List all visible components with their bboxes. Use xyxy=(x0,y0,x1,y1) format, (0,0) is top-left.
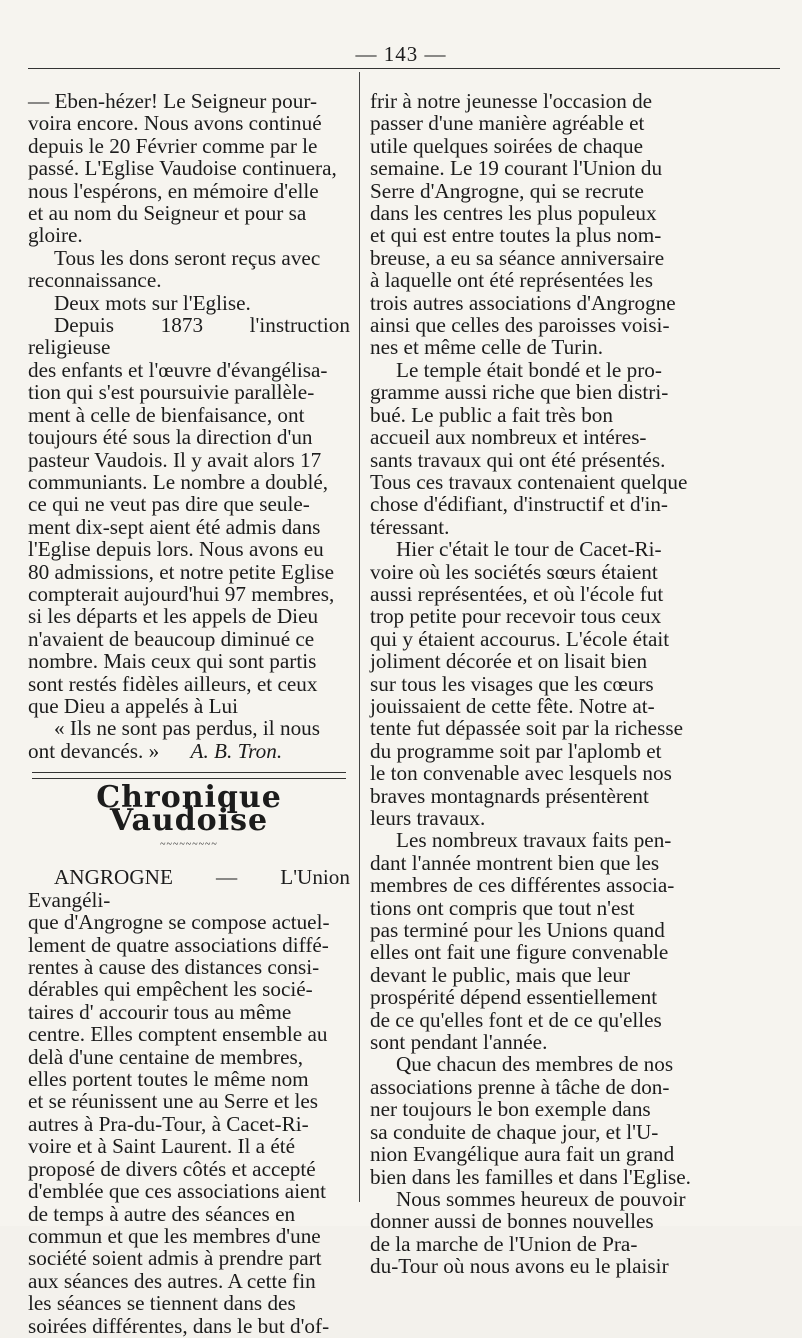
subheading: Deux mots sur l'Eglise. xyxy=(54,290,251,315)
text-line: rentes à cause des distances consi- xyxy=(28,955,320,980)
text-line: compterait aujourd'hui 97 membres, xyxy=(28,581,335,606)
text-line: voire et à Saint Laurent. Il a été xyxy=(28,1134,296,1159)
text-line: sur tous les visages que les cœurs xyxy=(370,671,654,696)
text-line: tente fut dépassée soit par la richesse xyxy=(370,716,683,741)
text-line: breuse, a eu sa séance anniversaire xyxy=(370,245,665,270)
text-line: passer d'une manière agréable et xyxy=(370,111,645,136)
text-line: elles portent toutes le même nom xyxy=(28,1067,309,1092)
text-line: Nous sommes heureux de pouvoir xyxy=(396,1186,686,1211)
text-line: Depuis 1873 l'instruction religieuse xyxy=(28,313,350,360)
section-divider xyxy=(32,772,346,779)
text-line: Serre d'Angrogne, qui se recrute xyxy=(370,178,644,203)
right-column xyxy=(370,90,698,1278)
text-line: de ce qu'elles font et de ce qu'elles xyxy=(370,1007,662,1032)
column-divider xyxy=(359,72,360,1202)
text-line: dérables qui empêchent les socié- xyxy=(28,977,313,1002)
article-paragraph xyxy=(370,1053,698,1187)
text-line: du-Tour où nous avons eu le plaisir xyxy=(370,1254,669,1279)
text-line: chose d'édifiant, d'instructif et d'in- xyxy=(370,492,668,517)
text-line: nes et même celle de Turin. xyxy=(370,335,604,360)
text-line: de la marche de l'Union de Pra- xyxy=(370,1231,638,1256)
text-line: elles ont fait une figure convenable xyxy=(370,940,669,965)
header-rule xyxy=(28,68,780,69)
text-line: téressant. xyxy=(370,514,450,539)
text-line: l'Eglise depuis lors. Nous avons eu xyxy=(28,537,324,562)
text-line: le ton convenable avec lesquels nos xyxy=(370,761,672,786)
text-line: taires d' accourir tous au même xyxy=(28,999,292,1024)
text-line: dant l'année montrent bien que les xyxy=(370,850,660,875)
text-line: passé. L'Eglise Vaudoise continuera, xyxy=(28,156,337,181)
text-line: communiants. Le nombre a doublé, xyxy=(28,469,329,494)
text-line: sont restés fidèles ailleurs, et ceux xyxy=(28,671,318,696)
text-line: prospérité dépend essentiellement xyxy=(370,985,658,1010)
text-line: depuis le 20 Février comme par le xyxy=(28,133,318,158)
text-line: sants travaux qui ont été présentés. xyxy=(370,447,666,472)
text-line: à laquelle ont été représentées les xyxy=(370,268,653,293)
text-line: du programme soit par l'aplomb et xyxy=(370,738,662,763)
article-paragraph xyxy=(370,359,698,538)
text-line: si les départs et les appels de Dieu xyxy=(28,604,319,629)
text-line: ont devancés. » xyxy=(28,738,160,763)
text-line: proposé de divers côtés et accepté xyxy=(28,1156,316,1181)
text-line: membres de ces différentes associa- xyxy=(370,873,675,898)
text-line: Tous ces travaux contenaient quelque xyxy=(370,469,688,494)
text-line: 80 admissions, et notre petite Eglise xyxy=(28,559,334,584)
quote-paragraph xyxy=(28,717,350,762)
text-line: n'avaient de beaucoup diminué ce xyxy=(28,626,315,651)
text-line: bien dans les familles et dans l'Eglise. xyxy=(370,1164,691,1189)
page-number: — 143 — xyxy=(355,42,447,66)
text-line: — Eben-hézer! Le Seigneur pour- xyxy=(28,89,318,113)
text-line: commun et que les membres d'une xyxy=(28,1223,321,1248)
text-line: accueil aux nombreux et intéres- xyxy=(370,425,647,450)
article-paragraph xyxy=(370,1188,698,1278)
text-line: soirées différentes, dans le but d'of- xyxy=(28,1313,330,1338)
text-line: les séances se tiennent dans des xyxy=(28,1291,296,1316)
text-line: donner aussi de bonnes nouvelles xyxy=(370,1209,654,1234)
text-line: gramme aussi riche que bien distri- xyxy=(370,380,669,405)
text-line: des enfants et l'œuvre d'évangélisa- xyxy=(28,357,328,382)
article-paragraph xyxy=(28,90,350,247)
text-line: jouissaient de cette fête. Notre at- xyxy=(370,693,655,718)
text-line: Tous les dons seront reçus avec xyxy=(54,245,321,270)
text-line: lement de quatre associations diffé- xyxy=(28,932,329,957)
text-line: Hier c'était le tour de Cacet-Ri- xyxy=(396,537,662,562)
text-line: braves montagnards présentèrent xyxy=(370,783,649,808)
text-line: leurs travaux. xyxy=(370,806,486,830)
text-line: ner toujours le bon exemple dans xyxy=(370,1097,651,1122)
text-line: et au nom du Seigneur et pour sa xyxy=(28,201,307,226)
text-line: Les nombreux travaux faits pen- xyxy=(396,828,672,853)
text-line: de temps à autre des séances en xyxy=(28,1201,296,1226)
text-line: ainsi que celles des paroisses voisi- xyxy=(370,313,670,338)
text-line: trois autres associations d'Angrogne xyxy=(370,290,676,315)
text-line: ANGROGNE — L'Union Evangéli- xyxy=(28,865,350,912)
text-line: delà d'une centaine de membres, xyxy=(28,1044,304,1069)
text-line: tions ont compris que tout n'est xyxy=(370,895,635,920)
text-line: joliment décorée et on lisait bien xyxy=(370,649,648,674)
article-paragraph xyxy=(28,247,350,292)
text-line: Que chacun des membres de nos xyxy=(396,1052,674,1077)
section-title: Chronique Vaudoise xyxy=(96,780,282,838)
text-line: que d'Angrogne se compose actuel- xyxy=(28,910,330,935)
text-line: voira encore. Nous avons continué xyxy=(28,111,322,136)
text-line: bué. Le public a fait très bon xyxy=(370,402,613,427)
text-line: associations prenne à tâche de don- xyxy=(370,1074,670,1099)
text-line: nous l'espérons, en mémoire d'elle xyxy=(28,178,319,203)
text-line: ment dix-sept aient été admis dans xyxy=(28,514,321,539)
text-line: ment à celle de bienfaisance, ont xyxy=(28,402,305,427)
text-line: et se réunissent une au Serre et les xyxy=(28,1089,319,1114)
text-line: utile quelques soirées de chaque xyxy=(370,133,643,158)
ornament: ~~~~~~~~~ xyxy=(160,839,218,850)
signature: A. B. Tron. xyxy=(190,738,283,763)
article-paragraph xyxy=(28,866,350,1337)
text-line: ce qui ne veut pas dire que seule- xyxy=(28,492,310,517)
text-line: sa conduite de chaque jour, et l'U- xyxy=(370,1119,659,1144)
article-paragraph xyxy=(370,829,698,1053)
text-line: trop petite pour recevoir tous ceux xyxy=(370,604,662,629)
text-line: autres à Pra-du-Tour, à Cacet-Ri- xyxy=(28,1111,309,1136)
text-line: nombre. Mais ceux qui sont partis xyxy=(28,649,317,674)
text-line: aussi représentées, et où l'école fut xyxy=(370,581,664,606)
text-line: centre. Elles comptent ensemble au xyxy=(28,1022,328,1047)
text-line: société soient admis à prendre part xyxy=(28,1246,322,1271)
text-line: reconnaissance. xyxy=(28,268,162,293)
text-line: « Ils ne sont pas perdus, il nous xyxy=(54,716,321,741)
text-line: toujours été sous la direction d'un xyxy=(28,425,313,450)
article-paragraph xyxy=(28,314,350,717)
text-line: aux séances des autres. A cette fin xyxy=(28,1268,316,1293)
text-line: sont pendant l'année. xyxy=(370,1030,548,1055)
text-line: semaine. Le 19 courant l'Union du xyxy=(370,156,663,181)
article-paragraph xyxy=(370,538,698,829)
text-line: devant le public, mais que leur xyxy=(370,962,631,987)
text-line: frir à notre jeunesse l'occasion de xyxy=(370,89,653,113)
text-line: nion Evangélique aura fait un grand xyxy=(370,1142,675,1167)
text-line: dans les centres les plus populeux xyxy=(370,201,657,226)
text-line: gloire. xyxy=(28,223,83,248)
text-line: tion qui s'est poursuivie parallèle- xyxy=(28,380,315,405)
text-line: Le temple était bondé et le pro- xyxy=(396,357,662,382)
text-line: d'emblée que ces associations aient xyxy=(28,1179,326,1204)
article-paragraph xyxy=(370,90,698,359)
text-line: qui y étaient accourus. L'école était xyxy=(370,626,670,651)
text-line: que Dieu a appelés à Lui xyxy=(28,693,239,718)
text-line: et qui est entre toutes la plus nom- xyxy=(370,223,662,248)
text-line: pasteur Vaudois. Il y avait alors 17 xyxy=(28,447,322,472)
text-line: voire où les sociétés sœurs étaient xyxy=(370,559,658,584)
text-line: pas terminé pour les Unions quand xyxy=(370,918,665,943)
left-column xyxy=(28,90,350,1337)
